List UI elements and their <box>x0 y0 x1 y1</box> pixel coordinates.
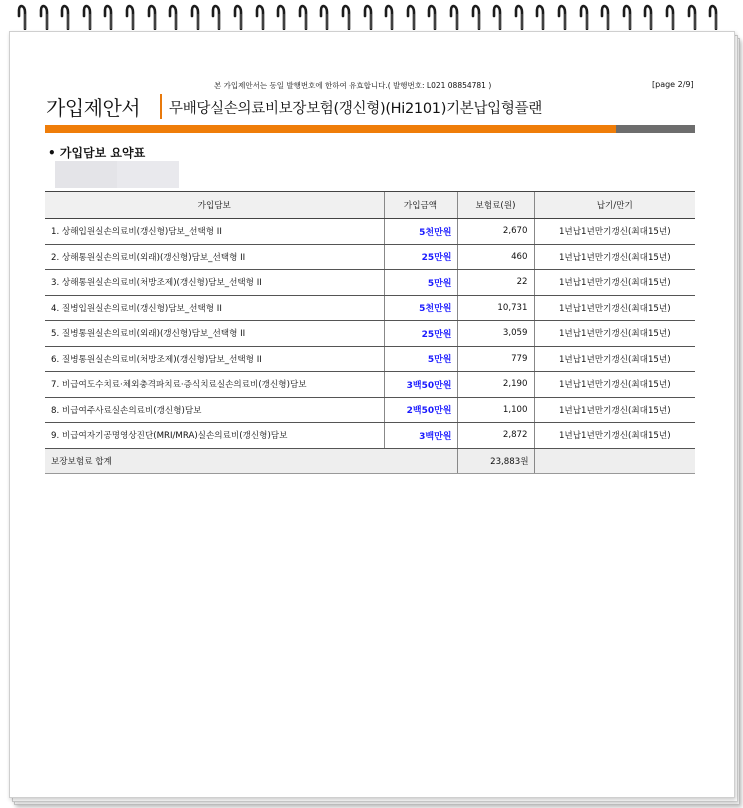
term-cell: 1년납1년만기갱신(최대15년) <box>534 346 695 372</box>
premium-cell: 2,670 <box>457 219 534 245</box>
coverage-name-cell: 1. 상해입원실손의료비(갱신형)담보_선택형 II <box>45 219 384 245</box>
spiral-ring-icon <box>254 2 268 30</box>
coverage-name-cell: 9. 비급여자기공명영상진단(MRI/MRA)실손의료비(갱신형)담보 <box>45 423 384 449</box>
spiral-ring-icon <box>210 2 224 30</box>
spiral-ring-icon <box>491 2 505 30</box>
premium-cell: 10,731 <box>457 295 534 321</box>
spiral-ring-icon <box>318 2 332 30</box>
premium-cell: 22 <box>457 270 534 296</box>
document-title: 가입제안서 <box>46 96 141 120</box>
spiral-ring-icon <box>297 2 311 30</box>
spiral-ring-icon <box>534 2 548 30</box>
spiral-ring-icon <box>232 2 246 30</box>
table-row <box>45 372 695 398</box>
premium-cell: 2,872 <box>457 423 534 449</box>
spiral-ring-icon <box>124 2 138 30</box>
table-row <box>45 321 695 347</box>
amount-cell: 5천만원 <box>384 219 457 245</box>
spiral-ring-icon <box>448 2 462 30</box>
product-name: 무배당실손의료비보장보험(갱신형)(Hi2101)기본납입형플랜 <box>169 101 543 117</box>
premium-cell: 2,190 <box>457 372 534 398</box>
spiral-ring-icon <box>59 2 73 30</box>
column-header-term: 납기/만기 <box>534 192 695 219</box>
spiral-ring-icon <box>513 2 527 30</box>
spiral-ring-icon <box>599 2 613 30</box>
coverage-name-cell: 6. 질병통원실손의료비(처방조제)(갱신형)담보_선택형 II <box>45 346 384 372</box>
spiral-ring-icon <box>556 2 570 30</box>
coverage-name-cell: 3. 상해통원실손의료비(처방조제)(갱신형)담보_선택형 II <box>45 270 384 296</box>
table-header-row <box>45 192 695 219</box>
amount-cell: 3백만원 <box>384 423 457 449</box>
amount-cell: 5만원 <box>384 346 457 372</box>
title-divider <box>160 94 162 119</box>
term-cell: 1년납1년만기갱신(최대15년) <box>534 423 695 449</box>
total-empty-cell <box>534 448 695 474</box>
spiral-ring-icon <box>664 2 678 30</box>
table-row <box>45 346 695 372</box>
spiral-ring-icon <box>470 2 484 30</box>
coverage-name-cell: 5. 질병통원실손의료비(외래)(갱신형)담보_선택형 II <box>45 321 384 347</box>
spiral-ring-icon <box>426 2 440 30</box>
total-row <box>45 448 695 474</box>
redacted-area <box>55 161 179 188</box>
coverage-name-cell: 8. 비급여주사료실손의료비(갱신형)담보 <box>45 397 384 423</box>
term-cell: 1년납1년만기갱신(최대15년) <box>534 372 695 398</box>
table-row <box>45 295 695 321</box>
spiral-ring-icon <box>189 2 203 30</box>
premium-cell: 3,059 <box>457 321 534 347</box>
total-label: 보장보험료 합계 <box>45 448 457 474</box>
spiral-ring-icon <box>578 2 592 30</box>
spiral-ring-icon <box>383 2 397 30</box>
table-row <box>45 397 695 423</box>
spiral-ring-icon <box>102 2 116 30</box>
spiral-ring-icon <box>707 2 721 30</box>
amount-cell: 2백50만원 <box>384 397 457 423</box>
term-cell: 1년납1년만기갱신(최대15년) <box>534 321 695 347</box>
header-bar-gray <box>616 125 695 133</box>
section-title: • 가입담보 요약표 <box>48 146 146 160</box>
spiral-ring-icon <box>38 2 52 30</box>
coverage-name-cell: 7. 비급여도수치료·체외충격파치료·증식치료실손의료비(갱신형)담보 <box>45 372 384 398</box>
validity-notice: 본 가입제안서는 동일 발행번호에 한하여 유효합니다.( 발행번호: L021 08854781 ) <box>214 81 492 90</box>
spiral-ring-icon <box>16 2 30 30</box>
term-cell: 1년납1년만기갱신(최대15년) <box>534 219 695 245</box>
column-header-amount: 가입금액 <box>384 192 457 219</box>
spiral-binding <box>0 0 743 34</box>
spiral-ring-icon <box>81 2 95 30</box>
table-row <box>45 219 695 245</box>
amount-cell: 25만원 <box>384 244 457 270</box>
spiral-ring-icon <box>167 2 181 30</box>
page-indicator: [page 2/9] <box>652 80 694 89</box>
spiral-ring-icon <box>621 2 635 30</box>
coverage-name-cell: 2. 상해통원실손의료비(외래)(갱신형)담보_선택형 II <box>45 244 384 270</box>
total-value: 23,883원 <box>457 448 534 474</box>
amount-cell: 5만원 <box>384 270 457 296</box>
spiral-ring-icon <box>340 2 354 30</box>
table-row <box>45 244 695 270</box>
column-header-premium: 보험료(원) <box>457 192 534 219</box>
spiral-ring-icon <box>405 2 419 30</box>
table-row <box>45 270 695 296</box>
coverage-table <box>45 191 695 474</box>
spiral-ring-icon <box>146 2 160 30</box>
spiral-ring-icon <box>686 2 700 30</box>
premium-cell: 779 <box>457 346 534 372</box>
term-cell: 1년납1년만기갱신(최대15년) <box>534 270 695 296</box>
table-row <box>45 423 695 449</box>
spiral-ring-icon <box>642 2 656 30</box>
coverage-name-cell: 4. 질병입원실손의료비(갱신형)담보_선택형 II <box>45 295 384 321</box>
amount-cell: 5천만원 <box>384 295 457 321</box>
term-cell: 1년납1년만기갱신(최대15년) <box>534 244 695 270</box>
spiral-ring-icon <box>362 2 376 30</box>
header-bar-orange <box>45 125 616 133</box>
amount-cell: 25만원 <box>384 321 457 347</box>
term-cell: 1년납1년만기갱신(최대15년) <box>534 295 695 321</box>
amount-cell: 3백50만원 <box>384 372 457 398</box>
premium-cell: 460 <box>457 244 534 270</box>
spiral-ring-icon <box>275 2 289 30</box>
column-header-coverage: 가입담보 <box>45 192 384 219</box>
term-cell: 1년납1년만기갱신(최대15년) <box>534 397 695 423</box>
premium-cell: 1,100 <box>457 397 534 423</box>
